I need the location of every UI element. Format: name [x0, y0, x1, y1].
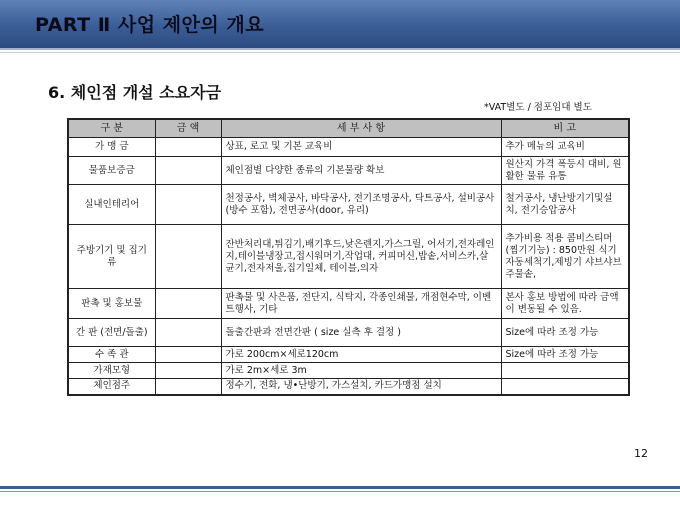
footer-line-thin	[0, 491, 680, 492]
table-row	[68, 363, 629, 379]
row-category: 실내인테리어	[68, 185, 155, 225]
table-row	[68, 347, 629, 363]
row-details: 체인점별 다양한 종류의 기본물량 확보	[221, 157, 501, 185]
table-row	[68, 225, 629, 289]
row-details: 정수기, 전화, 냉•난방기, 가스설치, 카드가맹점 설치	[221, 379, 501, 395]
table-row	[68, 138, 629, 157]
header-divider-line	[0, 48, 680, 50]
row-remarks: 추가비용 적용 콤비스티머(찜기기능) : 850만원 식기자동세척기,제빙기 샤브샤브 주물솥,	[501, 225, 629, 289]
row-amount	[155, 157, 221, 185]
table-row	[68, 157, 629, 185]
row-amount	[155, 289, 221, 319]
row-amount	[155, 225, 221, 289]
row-amount	[155, 379, 221, 395]
header-amount: 금 액	[155, 119, 221, 138]
header-remarks: 비 고	[501, 119, 629, 138]
section-title: 6. 체인점 개설 소요자금	[48, 83, 222, 102]
slide-header-title: PART Ⅱ 사업 제안의 개요	[35, 14, 265, 36]
row-remarks: Size에 따라 조정 가능	[501, 319, 629, 347]
footer-line	[0, 486, 680, 489]
row-category: 수 족 관	[68, 347, 155, 363]
row-amount	[155, 185, 221, 225]
row-category: 간 판 (전면/돌출)	[68, 319, 155, 347]
row-details: 판촉물 및 사은품, 전단지, 식탁지, 각종인쇄물, 개점현수막, 이벤트행사, 기타	[221, 289, 501, 319]
slide-header-bar	[0, 0, 680, 48]
header-divider-line-thin	[0, 52, 680, 53]
table-row	[68, 379, 629, 395]
header-details: 세 부 사 항	[221, 119, 501, 138]
row-remarks	[501, 363, 629, 379]
row-remarks: 원산지 가격 폭등시 대비, 원활한 물류 유통	[501, 157, 629, 185]
row-category: 가 맹 금	[68, 138, 155, 157]
table-row	[68, 289, 629, 319]
row-details: 천정공사, 벽체공사, 바닥공사, 전기조명공사, 닥트공사, 설비공사(방수 포함), 전면공사(door, 유리)	[221, 185, 501, 225]
row-category: 가재모형	[68, 363, 155, 379]
row-remarks: Size에 따라 조정 가능	[501, 347, 629, 363]
table-row	[68, 185, 629, 225]
row-remarks: 본사 홍보 방법에 따라 금액이 변동될 수 있음.	[501, 289, 629, 319]
row-remarks	[501, 379, 629, 395]
table-header-row	[68, 119, 629, 138]
row-amount	[155, 138, 221, 157]
vat-note: *VAT별도 / 점포임대 별도	[484, 102, 592, 113]
table-row	[68, 319, 629, 347]
row-details: 상표, 로고 및 기본 교육비	[221, 138, 501, 157]
row-details: 잔반처리대,튀김기,배기후드,낮은렌지,가스그릴, 어서기,전자레인지,테이블냉장고,접시워머기,작업대, 커피머신,밥솥,서비스카,살균기,전자저울,집기일체, 테이블,의자	[221, 225, 501, 289]
row-category: 체인점주	[68, 379, 155, 395]
row-amount	[155, 363, 221, 379]
row-details: 가로 200cm×세로120cm	[221, 347, 501, 363]
row-category: 판촉 및 홍보물	[68, 289, 155, 319]
row-details: 돌출간판과 전면간판 ( size 실측 후 결정 )	[221, 319, 501, 347]
page-number: 12	[634, 447, 648, 460]
row-category: 물품보증금	[68, 157, 155, 185]
header-category: 구 분	[68, 119, 155, 138]
row-amount	[155, 319, 221, 347]
row-details: 가로 2m×세로 3m	[221, 363, 501, 379]
cost-table	[67, 118, 630, 396]
row-remarks: 추가 메뉴의 교육비	[501, 138, 629, 157]
row-remarks: 철거공사, 냉난방기기및설치, 전기승압공사	[501, 185, 629, 225]
row-amount	[155, 347, 221, 363]
row-category: 주방기기 및 집기류	[68, 225, 155, 289]
